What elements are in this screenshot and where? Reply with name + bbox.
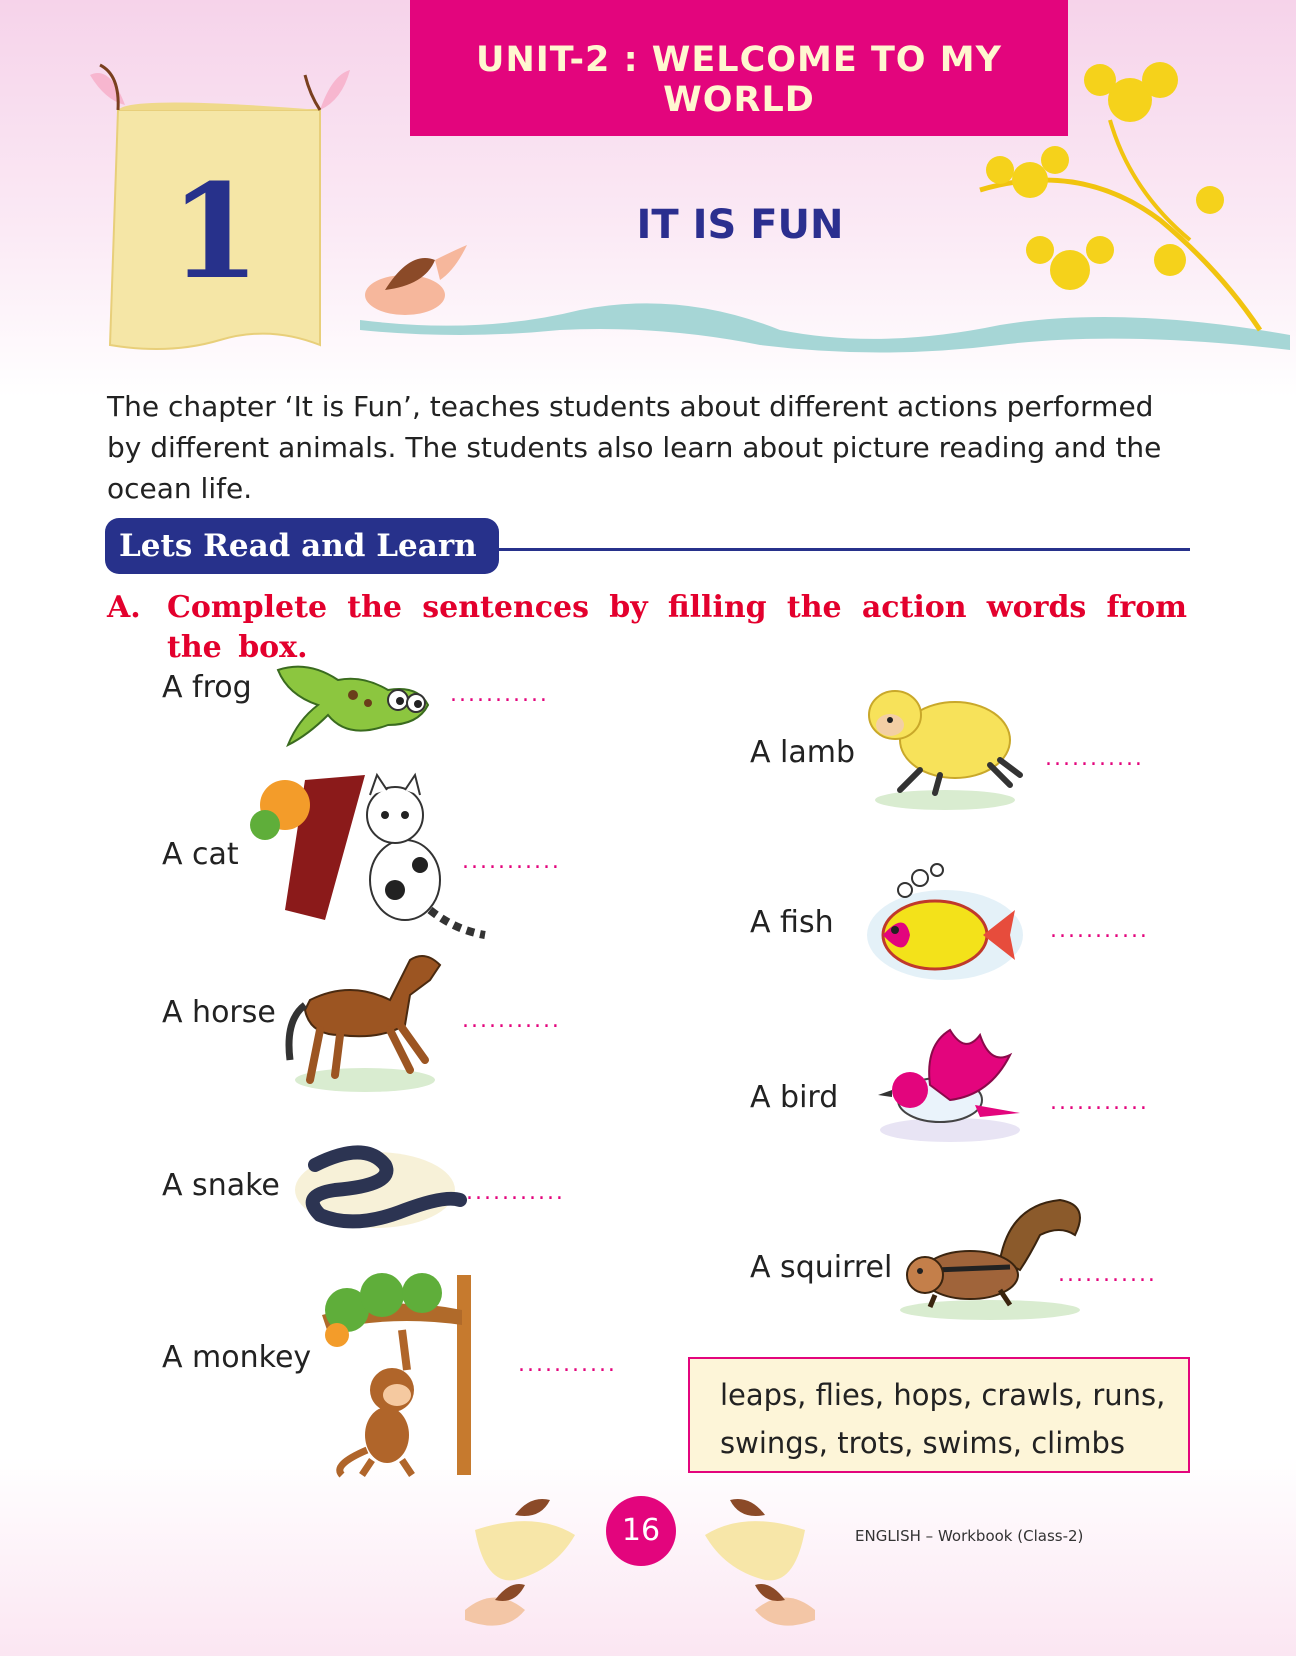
label-lamb: A lamb (750, 735, 856, 770)
question-label: A. (107, 590, 141, 625)
fish-illustration (865, 860, 1025, 990)
section-heading: Lets Read and Learn (105, 518, 499, 574)
answer-blank-bird[interactable]: ........... (1050, 1090, 1149, 1115)
label-cat: A cat (162, 837, 239, 872)
unit-title: UNIT-2 : WELCOME TO MY WORLD (476, 40, 1002, 120)
monkey-illustration (312, 1275, 492, 1480)
bird-illustration (870, 1025, 1030, 1145)
label-fish: A fish (750, 905, 834, 940)
answer-blank-lamb[interactable]: ........... (1045, 746, 1144, 771)
floral-vine-decoration (960, 40, 1290, 340)
squirrel-illustration (890, 1195, 1090, 1320)
label-frog: A frog (162, 670, 252, 705)
page-number: 16 (606, 1496, 676, 1566)
action-words-line-1: leaps, flies, hops, crawls, runs, (720, 1378, 1166, 1412)
frog-illustration (268, 655, 438, 750)
horse-illustration (280, 940, 450, 1100)
footer-bird-ornament-right (695, 1490, 825, 1640)
chapter-title: IT IS FUN (636, 202, 844, 248)
answer-blank-frog[interactable]: ........... (450, 682, 549, 707)
answer-blank-squirrel[interactable]: ........... (1058, 1262, 1157, 1287)
answer-blank-monkey[interactable]: ........... (518, 1352, 617, 1377)
label-squirrel: A squirrel (750, 1250, 893, 1285)
question-text: Complete the sentences by filling the action words from the box. (167, 590, 1187, 665)
label-horse: A horse (162, 995, 276, 1030)
intro-paragraph: The chapter ‘It is Fun’, teaches students about different actions performed by different animals. The students also learn about picture reading and the ocean life. (107, 390, 1162, 505)
footer-book-title: ENGLISH – Workbook (Class-2) (855, 1527, 1084, 1545)
lamb-illustration (860, 675, 1030, 815)
answer-blank-cat[interactable]: ........... (462, 849, 561, 874)
answer-blank-snake[interactable]: ........... (466, 1180, 565, 1205)
chapter-number: 1 (169, 155, 261, 308)
answer-blank-horse[interactable]: ........... (462, 1008, 561, 1033)
action-words-line-2: swings, trots, swims, climbs (720, 1426, 1126, 1460)
action-words-box (688, 1357, 1190, 1473)
section-rule (495, 548, 1190, 551)
label-monkey: A monkey (162, 1340, 312, 1375)
label-snake: A snake (162, 1168, 280, 1203)
answer-blank-fish[interactable]: ........... (1050, 918, 1149, 943)
snake-illustration (295, 1140, 470, 1230)
cat-illustration (245, 770, 495, 940)
label-bird: A bird (750, 1080, 839, 1115)
footer-bird-ornament-left (455, 1490, 585, 1640)
